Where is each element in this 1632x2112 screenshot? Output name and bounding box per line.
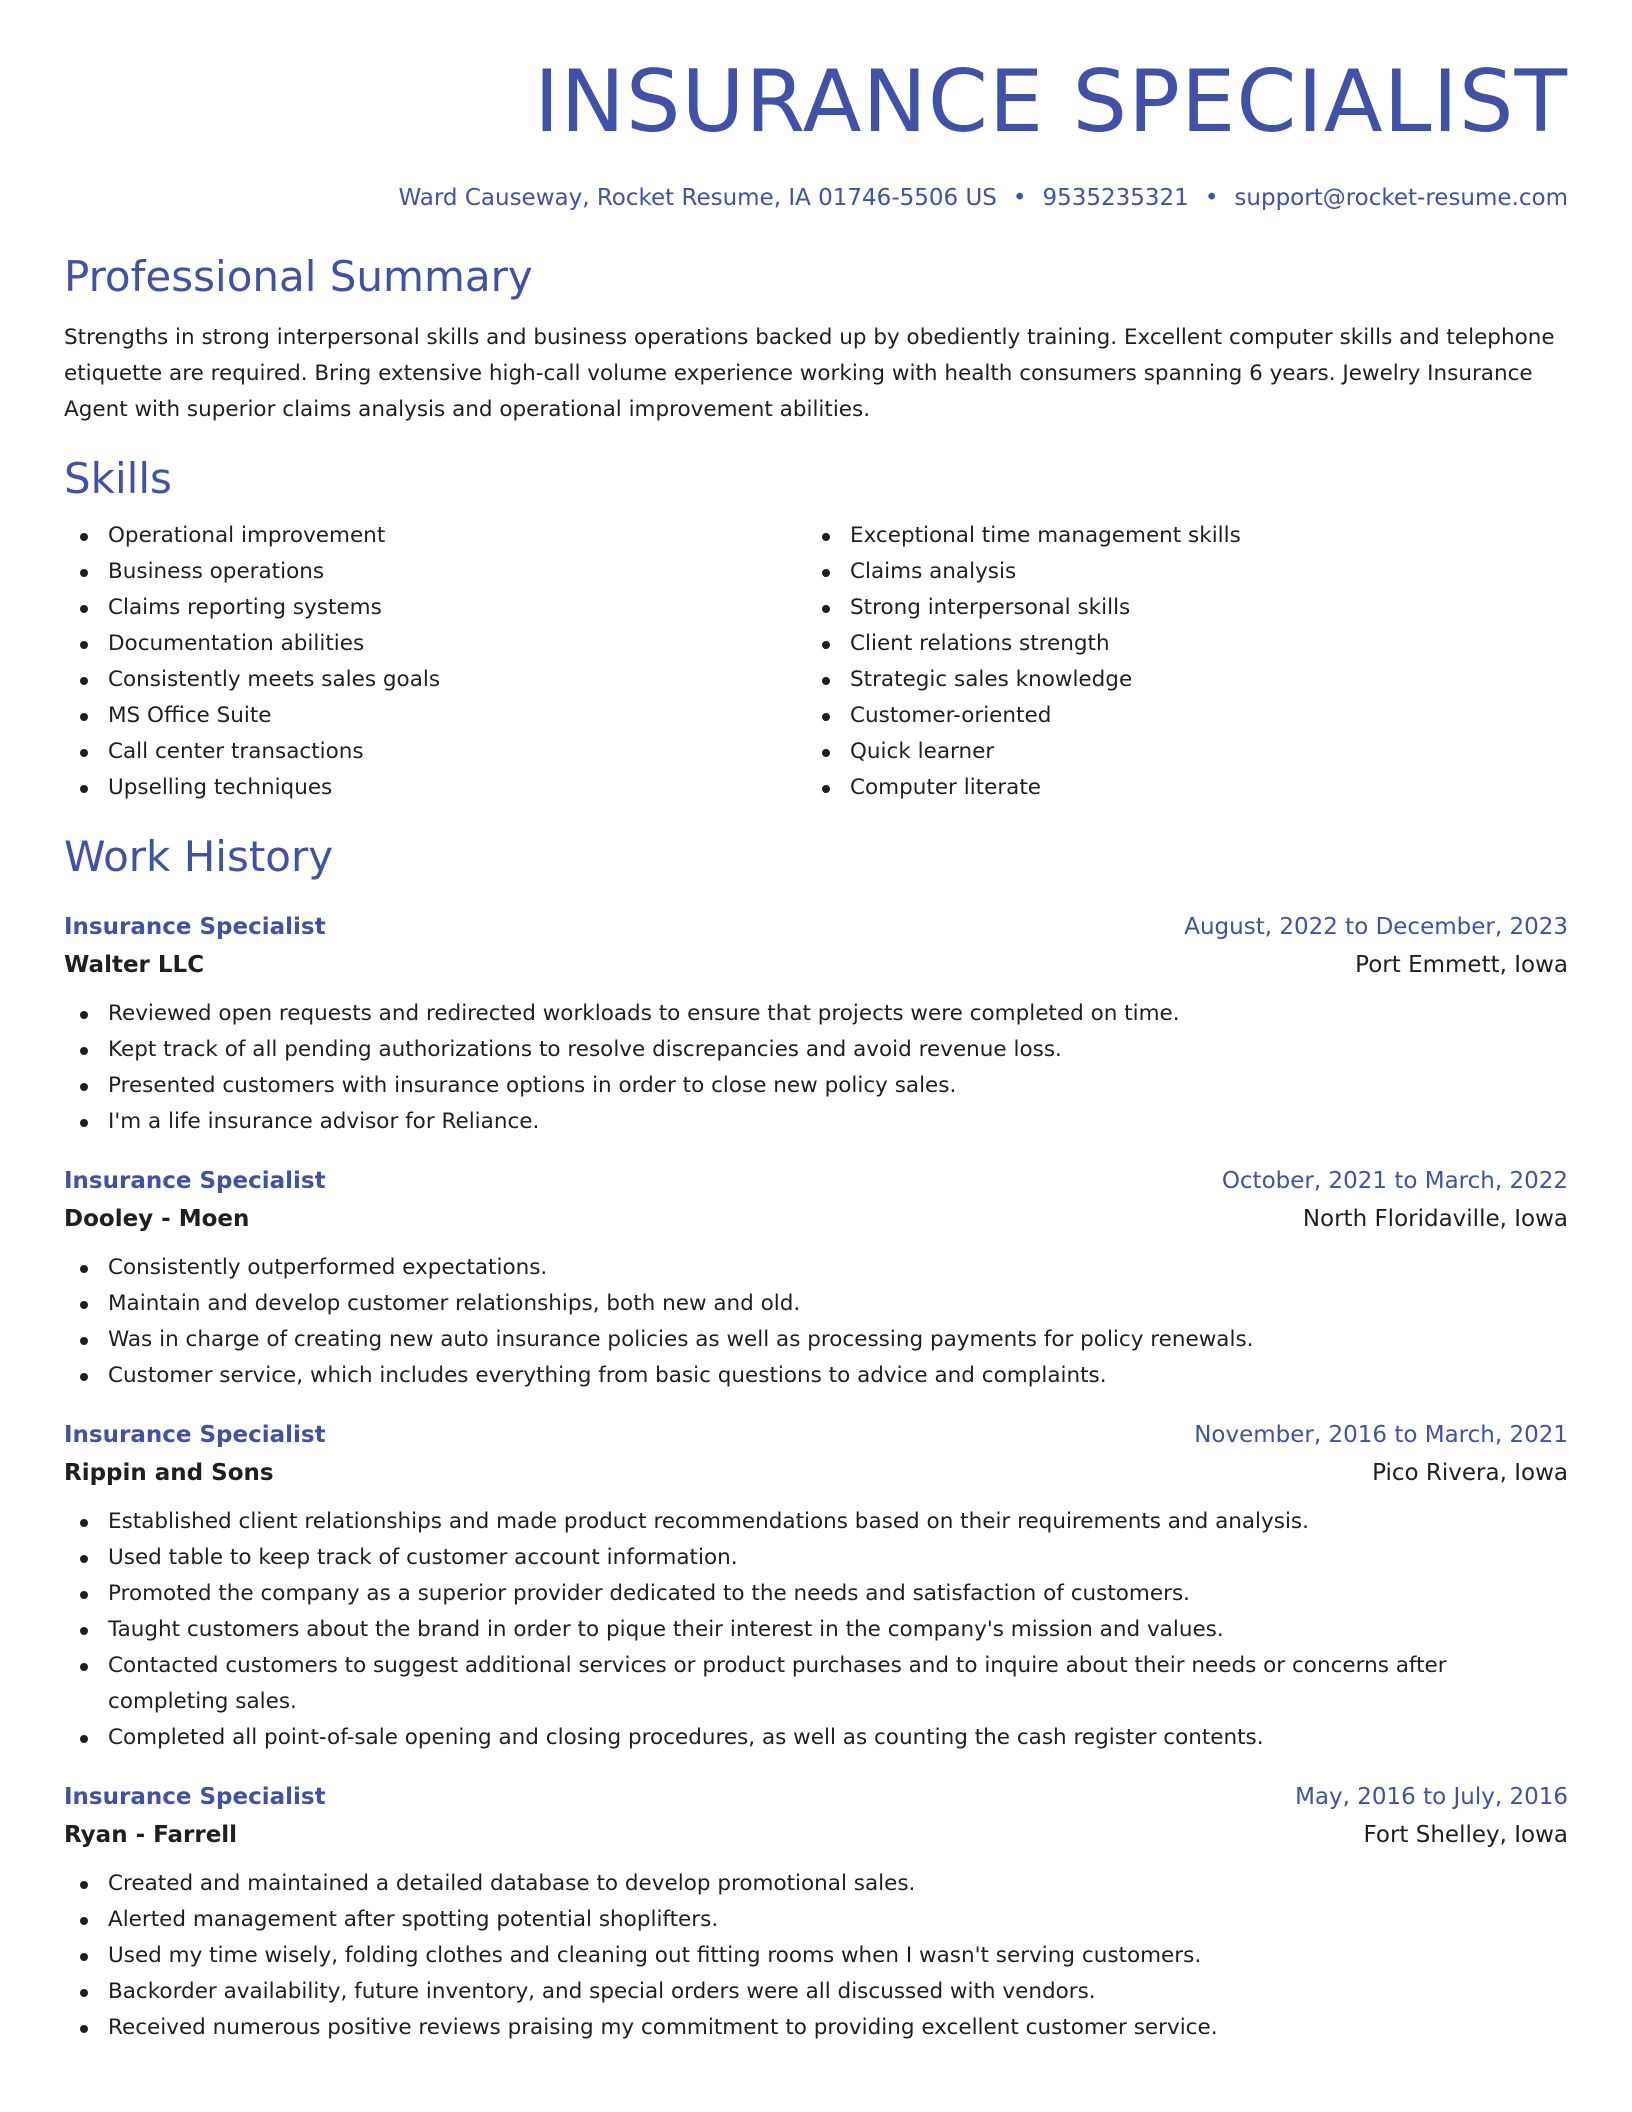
list-item: Presented customers with insurance options in order to close new policy sales.	[64, 1068, 1568, 1104]
job-company-row	[64, 1816, 1568, 1854]
job-role: Insurance Specialist	[64, 1168, 326, 1194]
list-item: Taught customers about the brand in order to pique their interest in the company's mission and values.	[64, 1612, 1568, 1648]
contact-address: Ward Causeway, Rocket Resume, IA 01746-5506 US	[398, 185, 997, 211]
job-company: Ryan - Farrell	[64, 1822, 238, 1848]
skills-list-left	[64, 518, 806, 806]
contact-email[interactable]: support@rocket-resume.com	[1234, 185, 1568, 211]
job-bullets	[64, 1250, 1568, 1394]
skills-columns	[64, 518, 1568, 806]
list-item: Client relations strength	[806, 626, 1548, 662]
list-item: Used my time wisely, folding clothes and cleaning out fitting rooms when I wasn't serving customers.	[64, 1938, 1568, 1974]
job-bullets	[64, 996, 1568, 1140]
job-location: Port Emmett, Iowa	[1355, 952, 1568, 978]
job-role: Insurance Specialist	[64, 1422, 326, 1448]
list-item: Received numerous positive reviews praising my commitment to providing excellent customer service.	[64, 2010, 1568, 2046]
job-company: Rippin and Sons	[64, 1460, 274, 1486]
list-item: Quick learner	[806, 734, 1548, 770]
contact-line	[64, 184, 1568, 212]
job-company-row	[64, 1200, 1568, 1238]
skills-list-right	[806, 518, 1548, 806]
list-item: Call center transactions	[64, 734, 806, 770]
list-item: Exceptional time management skills	[806, 518, 1548, 554]
list-item: Was in charge of creating new auto insurance policies as well as processing payments for policy renewals.	[64, 1322, 1568, 1358]
list-item: Customer service, which includes everything from basic questions to advice and complaints.	[64, 1358, 1568, 1394]
contact-phone: 9535235321	[1042, 185, 1189, 211]
resume-title: INSURANCE SPECIALIST	[534, 52, 1568, 152]
job-entry	[64, 1162, 1568, 1394]
list-item: MS Office Suite	[64, 698, 806, 734]
job-entry	[64, 1778, 1568, 2046]
job-header-row	[64, 1416, 1568, 1454]
list-item: Kept track of all pending authorizations to resolve discrepancies and avoid revenue loss.	[64, 1032, 1568, 1068]
contact-separator: •	[1012, 185, 1027, 211]
work-history-list	[64, 908, 1568, 2046]
job-entry	[64, 908, 1568, 1140]
job-bullets	[64, 1504, 1568, 1756]
job-company: Dooley - Moen	[64, 1206, 250, 1232]
list-item: Documentation abilities	[64, 626, 806, 662]
summary-heading: Professional Summary	[64, 252, 533, 301]
list-item: Backorder availability, future inventory, and special orders were all discussed with vendors.	[64, 1974, 1568, 2010]
job-company-row	[64, 1454, 1568, 1492]
job-bullets	[64, 1866, 1568, 2046]
list-item: Maintain and develop customer relationships, both new and old.	[64, 1286, 1568, 1322]
list-item: Used table to keep track of customer account information.	[64, 1540, 1568, 1576]
job-dates: October, 2021 to March, 2022	[1221, 1168, 1568, 1194]
job-dates: November, 2016 to March, 2021	[1194, 1422, 1568, 1448]
list-item: Reviewed open requests and redirected workloads to ensure that projects were completed on time.	[64, 996, 1568, 1032]
list-item: Created and maintained a detailed database to develop promotional sales.	[64, 1866, 1568, 1902]
list-item: Claims analysis	[806, 554, 1548, 590]
job-company-row	[64, 946, 1568, 984]
work-history-heading: Work History	[64, 832, 334, 881]
contact-separator: •	[1204, 185, 1219, 211]
job-location: North Floridaville, Iowa	[1302, 1206, 1568, 1232]
job-role: Insurance Specialist	[64, 1784, 326, 1810]
list-item: Consistently outperformed expectations.	[64, 1250, 1568, 1286]
resume-page	[64, 0, 1568, 2046]
list-item: Established client relationships and made product recommendations based on their requirements and analysis.	[64, 1504, 1568, 1540]
list-item: Customer-oriented	[806, 698, 1548, 734]
list-item: Claims reporting systems	[64, 590, 806, 626]
job-header-row	[64, 908, 1568, 946]
job-entry	[64, 1416, 1568, 1756]
list-item: I'm a life insurance advisor for Reliance.	[64, 1104, 1568, 1140]
job-dates: August, 2022 to December, 2023	[1184, 914, 1568, 940]
list-item: Promoted the company as a superior provider dedicated to the needs and satisfaction of customers.	[64, 1576, 1568, 1612]
summary-text: Strengths in strong interpersonal skills and business operations backed up by obediently training. Excellent computer skills and telephone etiquette are required. Bring extensive high-call volume experience working with health consumers spanning 6 years. Jewelry Insurance Agent with superior claims analysis and operational improvement abilities.	[64, 325, 1555, 422]
list-item: Strategic sales knowledge	[806, 662, 1548, 698]
job-role: Insurance Specialist	[64, 914, 326, 940]
list-item: Contacted customers to suggest additional services or product purchases and to inquire about their needs or concerns after completing sales.	[64, 1648, 1568, 1720]
list-item: Consistently meets sales goals	[64, 662, 806, 698]
list-item: Upselling techniques	[64, 770, 806, 806]
job-location: Pico Rivera, Iowa	[1372, 1460, 1568, 1486]
list-item: Alerted management after spotting potential shoplifters.	[64, 1902, 1568, 1938]
list-item: Operational improvement	[64, 518, 806, 554]
list-item: Completed all point-of-sale opening and closing procedures, as well as counting the cash register contents.	[64, 1720, 1568, 1756]
job-dates: May, 2016 to July, 2016	[1295, 1784, 1568, 1810]
job-header-row	[64, 1778, 1568, 1816]
skills-heading: Skills	[64, 454, 172, 503]
job-location: Fort Shelley, Iowa	[1363, 1822, 1568, 1848]
list-item: Computer literate	[806, 770, 1548, 806]
job-header-row	[64, 1162, 1568, 1200]
list-item: Business operations	[64, 554, 806, 590]
list-item: Strong interpersonal skills	[806, 590, 1548, 626]
job-company: Walter LLC	[64, 952, 205, 978]
